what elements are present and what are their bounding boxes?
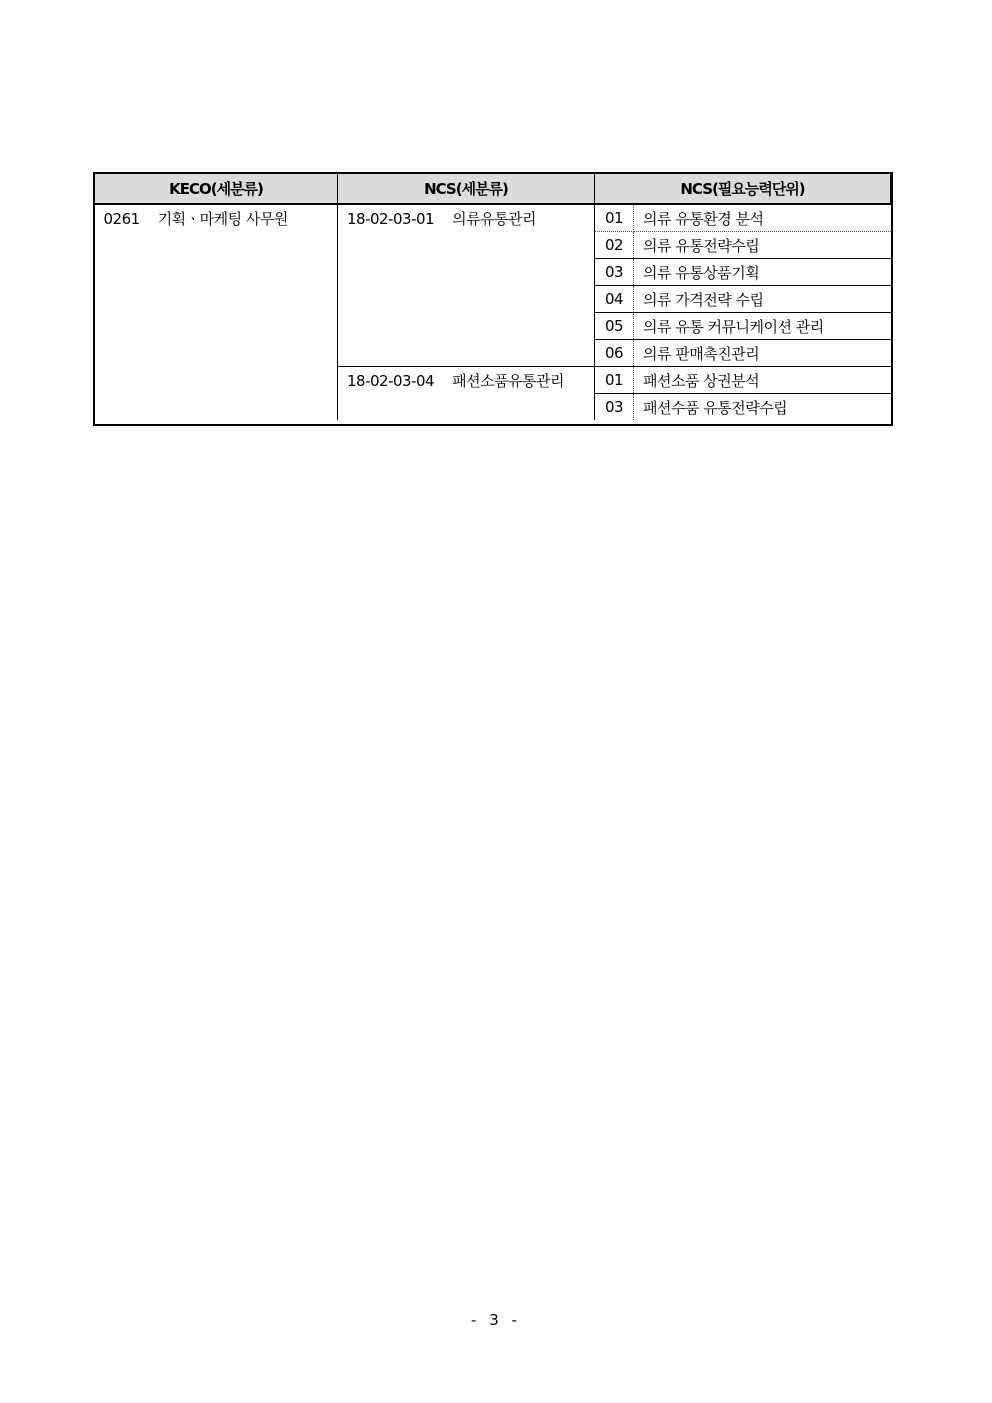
unit-name: 의류 유통전략수립	[634, 232, 891, 259]
keco-name: 기획ㆍ마케팅 사무원	[157, 210, 288, 228]
unit-name: 패션소품 상권분석	[634, 367, 891, 394]
keco-cell	[95, 204, 338, 420]
ncs-sub-name: 의류유통관리	[452, 210, 537, 228]
unit-name: 패션수품 유통전략수립	[643, 398, 788, 417]
unit-number: 01	[595, 204, 634, 232]
unit-number: 04	[595, 286, 634, 313]
job-mapping-table	[94, 173, 891, 420]
unit-number: 01	[595, 367, 634, 394]
unit-number: 02	[595, 232, 634, 259]
table-header-row	[95, 174, 891, 205]
ncs-sub-code: 18-02-03-01	[347, 210, 435, 228]
header-keco: KECO(세분류)	[95, 174, 338, 205]
header-ncs-unit: NCS(필요능력단위)	[595, 174, 891, 205]
ncs-sub-code: 18-02-03-04	[347, 372, 435, 390]
header-ncs-sub: NCS(세분류)	[338, 174, 595, 205]
keco-code: 0261	[103, 210, 140, 228]
ncs-sub-cell	[338, 204, 595, 367]
page-number: - 3 -	[471, 1311, 521, 1329]
unit-name: 의류 유통상품기획	[634, 259, 891, 286]
unit-name: 의류 유통환경 분석	[634, 204, 891, 232]
unit-number: 03	[595, 259, 634, 286]
unit-name: 의류 가격전략 수립	[634, 286, 891, 313]
ncs-sub-name: 패션소품유통관리	[452, 372, 565, 390]
unit-name: 의류 유통 커뮤니케이션 관리	[634, 313, 891, 340]
unit-number: 06	[595, 340, 634, 367]
unit-number: 03	[595, 394, 634, 421]
ncs-sub-cell	[338, 367, 595, 421]
unit-number: 05	[595, 313, 634, 340]
table-row	[95, 204, 891, 232]
unit-name: 의류 판매촉진관리	[634, 340, 891, 367]
